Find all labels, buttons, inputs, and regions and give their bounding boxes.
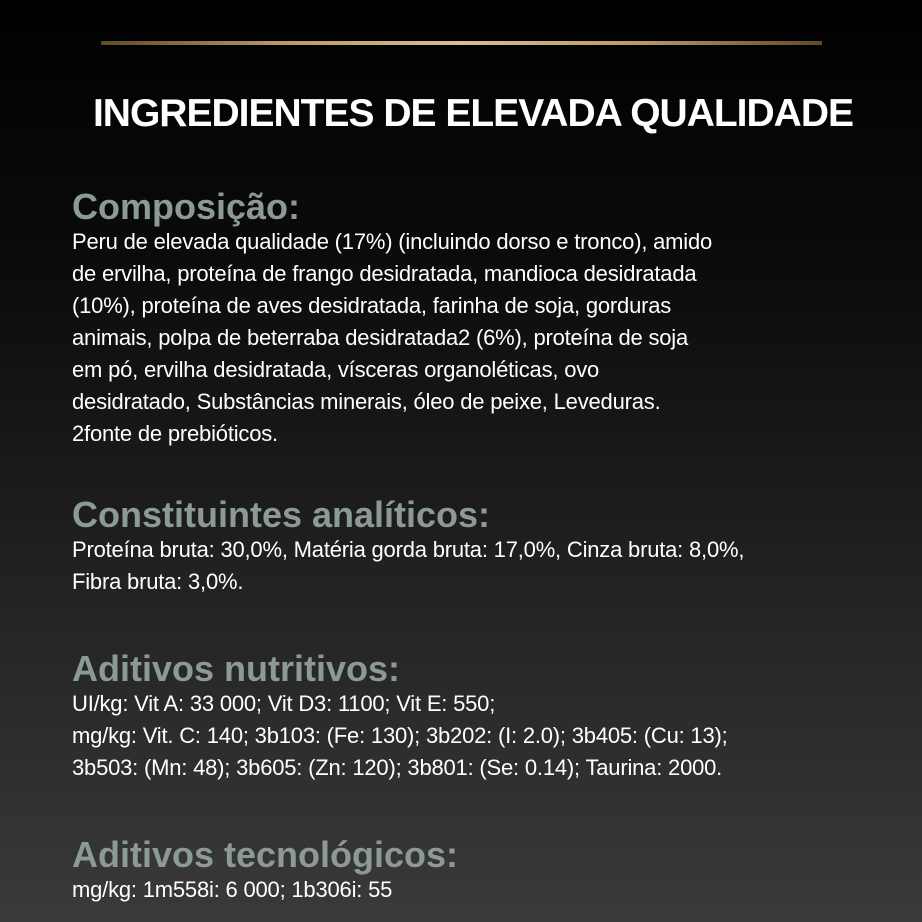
section-heading: Constituintes analíticos: — [72, 494, 491, 535]
body-line: 2fonte de prebióticos. — [72, 421, 278, 446]
body-line: Fibra bruta: 3,0%. — [72, 569, 244, 594]
body-line: mg/kg: 1m558i: 6 000; 1b306i: 55 — [72, 877, 393, 902]
body-line: de ervilha, proteína de frango desidratada, mandioca desidratada — [72, 261, 697, 286]
page-title: INGREDIENTES DE ELEVADA QUALIDADE — [92, 92, 854, 135]
section-heading: Composição: — [72, 186, 301, 227]
body-line: UI/kg: Vit A: 33 000; Vit D3: 1100; Vit E: 550; — [72, 691, 496, 716]
section-composicao — [72, 188, 872, 450]
section-aditivos-tecnologicos — [72, 836, 872, 906]
section-body — [72, 226, 872, 450]
body-line: em pó, ervilha desidratada, vísceras organoléticas, ovo — [72, 357, 600, 382]
body-line: Proteína bruta: 30,0%, Matéria gorda bruta: 17,0%, Cinza bruta: 8,0%, — [72, 537, 745, 562]
section-body — [72, 534, 872, 598]
section-constituintes-analiticos — [72, 496, 872, 598]
section-aditivos-nutritivos — [72, 650, 872, 784]
body-line: Peru de elevada qualidade (17%) (incluindo dorso e tronco), amido — [72, 229, 713, 254]
section-heading: Aditivos nutritivos: — [72, 648, 401, 689]
gold-divider — [101, 41, 822, 45]
body-line: animais, polpa de beterraba desidratada2 (6%), proteína de soja — [72, 325, 689, 350]
section-body — [72, 688, 872, 784]
body-line: mg/kg: Vit. C: 140; 3b103: (Fe: 130); 3b202: (I: 2.0); 3b405: (Cu: 13); — [72, 723, 728, 748]
body-line: 3b503: (Mn: 48); 3b605: (Zn: 120); 3b801: (Se: 0.14); Taurina: 2000. — [72, 755, 723, 780]
section-heading: Aditivos tecnológicos: — [72, 834, 459, 875]
body-line: (10%), proteína de aves desidratada, farinha de soja, gorduras — [72, 293, 672, 318]
body-line: desidratado, Substâncias minerais, óleo de peixe, Leveduras. — [72, 389, 661, 414]
section-body — [72, 874, 872, 906]
